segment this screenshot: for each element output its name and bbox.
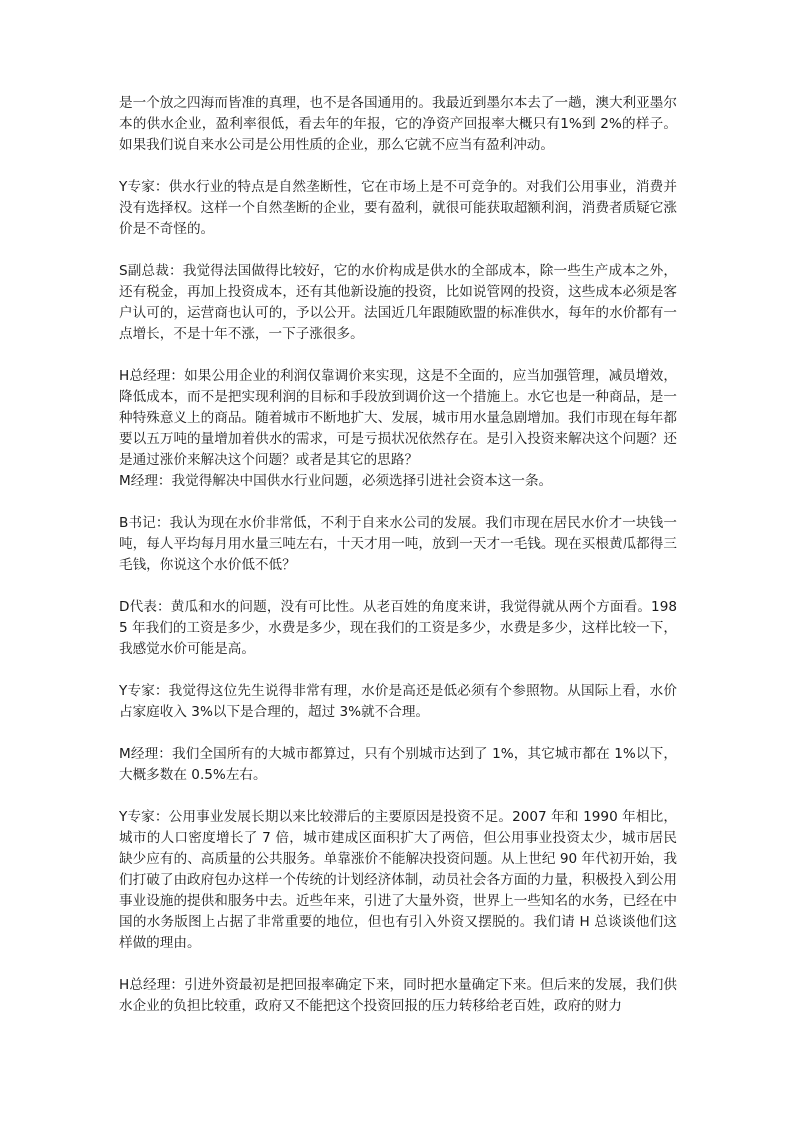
paragraph-h-general-manager-2: H总经理：引进外资最初是把回报率确定下来，同时把水量确定下来。但后来的发展，我们供水企业的负担比较重，政府又不能把这个投资回报的压力转移给老百姓，政府的财力 [119,977,677,1014]
paragraph-b-secretary: B书记：我认为现在水价非常低，不利于自来水公司的发展。我们市现在居民水价才一块钱一吨，每人平均每月用水量三吨左右，十天才用一吨，放到一天才一毛钱。现在买根黄瓜都得三毛钱，你说这个水价低不低？ [119,515,677,573]
document-page [119,93,677,1017]
paragraph-y-expert-3: Y专家：公用事业发展长期以来比较滞后的主要原因是投资不足。2007 年和 1990 年相比，城市的人口密度增长了 7 倍，城市建成区面积扩大了两倍，但公用事业投资太少，城市居民缺少应有的、高质量的公共服务。单靠涨价不能解决投资问题。从上世纪 90 年代初开始，我们打破了由政府包办这样一个传统的计划经济体制，动员社会各方面的力量，积极投入到公用事业设施的提供和服务中去。近些年来，引进了大量外资，世界上一些知名的水务，已经在中国的水务版图上占据了非常重要的地位，但也有引入外资又摆脱的。我们请 H 总谈谈他们这样做的理由。 [119,809,677,951]
paragraph-d-representative: D代表：黄瓜和水的问题，没有可比性。从老百姓的角度来讲，我觉得就从两个方面看。1985 年我们的工资是多少，水费是多少，现在我们的工资是多少，水费是多少，这样比较一下，我感觉水价可能是高。 [119,599,677,657]
paragraph-m-manager-2: M经理：我们全国所有的大城市都算过，只有个别城市达到了 1%，其它城市都在 1%以下，大概多数在 0.5%左右。 [119,746,677,783]
paragraph-y-expert-1: Y专家：供水行业的特点是自然垄断性，它在市场上是不可竞争的。对我们公用事业，消费并没有选择权。这样一个自然垄断的企业，要有盈利，就很可能获取超额利润，消费者质疑它涨价是不奇怪的。 [119,179,677,237]
paragraph-h-general-manager-1: H总经理：如果公用企业的利润仅靠调价来实现，这是不全面的，应当加强管理，减员增效，降低成本，而不是把实现利润的目标和手段放到调价这一个措施上。水它也是一种商品，是一种特殊意义上的商品。随着城市不断地扩大、发展，城市用水量急剧增加。我们市现在每年都要以五万吨的量增加着供水的需求，可是亏损状况依然存在。是引入投资来解决这个问题？还是通过涨价来解决这个问题？或者是其它的思路？ [119,368,677,468]
paragraph-y-expert-2: Y专家：我觉得这位先生说得非常有理，水价是高还是低必须有个参照物。从国际上看，水价占家庭收入 3%以下是合理的，超过 3%就不合理。 [119,683,677,720]
paragraph-m-manager-1: M经理：我觉得解决中国供水行业问题，必须选择引进社会资本这一条。 [119,473,553,489]
paragraph-s-vice-president: S副总裁：我觉得法国做得比较好，它的水价构成是供水的全部成本，除一些生产成本之外，还有税金，再加上投资成本，还有其他新设施的投资，比如说管网的投资，这些成本必须是客户认可的，运营商也认可的，予以公开。法国近几年跟随欧盟的标准供水，每年的水价都有一点增长，不是十年不涨，一下子涨很多。 [119,263,677,342]
paragraph-intro: 是一个放之四海而皆准的真理，也不是各国通用的。我最近到墨尔本去了一趟，澳大利亚墨尔本的供水企业，盈利率很低，看去年的年报，它的净资产回报率大概只有1%到 2%的样子。如果我们说自来水公司是公用性质的企业，那么它就不应当有盈利冲动。 [119,95,677,153]
